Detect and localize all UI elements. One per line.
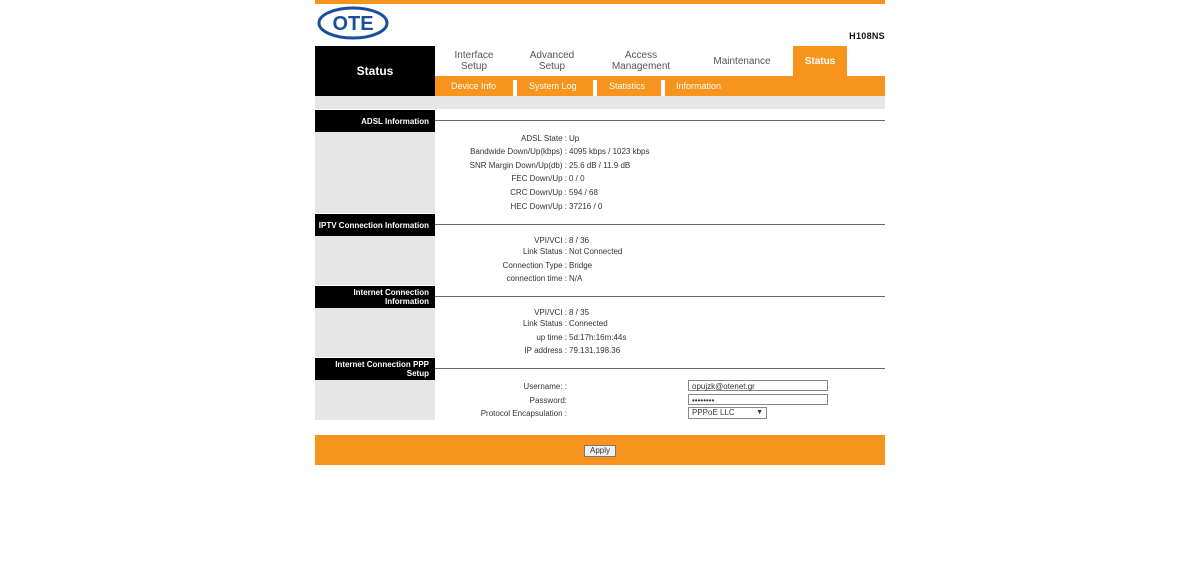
row-value: Connected	[569, 319, 608, 328]
section-divider	[435, 120, 885, 121]
password-label: Password:	[529, 396, 567, 405]
dropdown-arrow-icon: ▼	[756, 409, 763, 416]
subtab-statistics[interactable]	[609, 76, 645, 96]
tab-access-management[interactable]	[591, 46, 691, 76]
row-value: 4095 kbps / 1023 kbps	[569, 147, 650, 156]
tab-label: Access Management	[611, 50, 671, 72]
row-value: 25.6 dB / 11.9 dB	[569, 161, 631, 170]
tab-label: Maintenance	[713, 55, 771, 67]
section-side-panel	[315, 308, 435, 357]
model-name: H108NS	[849, 31, 885, 41]
logo-text: OTE	[332, 13, 374, 35]
adsl-row	[435, 161, 885, 173]
subtab-label: System Log	[529, 81, 577, 91]
ppp-encap-row	[435, 409, 885, 421]
subtab-label: Information	[676, 81, 722, 91]
row-value: 5d:17h:16m:44s	[569, 333, 627, 342]
subtab-label: Statistics	[609, 81, 646, 91]
section-side-panel	[315, 380, 435, 420]
section-side-panel	[315, 132, 435, 213]
row-label: ADSL State :	[521, 134, 567, 143]
row-label: Link Status :	[522, 247, 567, 256]
encapsulation-select[interactable]	[688, 407, 767, 419]
tab-maintenance[interactable]	[691, 46, 793, 76]
row-label: Connection Type :	[502, 261, 567, 270]
row-label: up time :	[536, 333, 567, 342]
section-divider	[435, 224, 885, 225]
subtab-information[interactable]	[676, 76, 721, 96]
row-value: 0 / 0	[569, 174, 585, 183]
row-label: FEC Down/Up :	[511, 174, 567, 183]
row-label: HEC Down/Up :	[510, 202, 567, 211]
section-adsl-title: ADSL Information	[315, 110, 435, 132]
tab-status[interactable]	[793, 46, 847, 76]
iptv-row	[435, 261, 885, 273]
subtab-label: Device Info	[451, 81, 497, 91]
header-spacer	[315, 96, 885, 109]
subtab-system-log[interactable]	[529, 76, 577, 96]
section-iptv-title: IPTV Connection Information	[315, 214, 435, 236]
top-accent-bar	[315, 0, 885, 4]
adsl-row	[435, 174, 885, 186]
section-divider	[435, 296, 885, 297]
encapsulation-label: Protocol Encapsulation :	[480, 409, 567, 418]
row-value: 8 / 35	[569, 308, 590, 317]
row-label: connection time :	[506, 274, 567, 283]
row-label: Link Status :	[522, 319, 567, 328]
row-value: Up	[569, 134, 580, 143]
row-label: CRC Down/Up :	[510, 188, 567, 197]
section-divider	[435, 368, 885, 369]
ote-logo	[317, 6, 389, 40]
username-field[interactable]: opujzk@otenet.gr	[688, 380, 828, 391]
subtab-separator	[513, 80, 517, 96]
row-label: SNR Margin Down/Up(db) :	[469, 161, 567, 170]
password-field[interactable]: ••••••••	[688, 394, 828, 405]
tab-advanced-setup[interactable]	[513, 46, 591, 76]
iptv-row	[435, 274, 885, 286]
page-title: Status	[315, 46, 435, 96]
internet-row	[435, 319, 885, 331]
internet-row	[435, 333, 885, 345]
adsl-row	[435, 188, 885, 200]
username-label: Username: :	[523, 382, 567, 391]
tab-label: Status	[804, 55, 836, 67]
adsl-row	[435, 202, 885, 214]
internet-row	[435, 346, 885, 358]
apply-button[interactable]: Apply	[584, 445, 616, 457]
encapsulation-value: PPPoE LLC	[692, 408, 735, 417]
row-value: 8 / 36	[569, 236, 590, 245]
row-value: Bridge	[569, 261, 593, 270]
tab-label: Interface Setup	[454, 50, 494, 72]
row-label: IP address :	[524, 346, 567, 355]
row-value: 594 / 68	[569, 188, 598, 197]
row-label: VPI/VCI :	[534, 236, 567, 245]
row-value: N/A	[569, 274, 583, 283]
adsl-row	[435, 134, 885, 146]
adsl-row	[435, 147, 885, 159]
tab-interface-setup[interactable]	[435, 46, 513, 76]
row-label: Bandwide Down/Up(kbps) :	[470, 147, 567, 156]
subtab-separator	[593, 80, 597, 96]
row-label: VPI/VCI :	[534, 308, 567, 317]
sub-tabs	[435, 76, 885, 96]
section-internet-title: Internet Connection Information	[315, 286, 435, 308]
section-ppp-title: Internet Connection PPP Setup	[315, 358, 435, 380]
section-side-panel	[315, 236, 435, 285]
iptv-row	[435, 247, 885, 259]
tab-label: Advanced Setup	[529, 50, 575, 72]
subtab-separator	[661, 80, 665, 96]
row-value: 37216 / 0	[569, 202, 603, 211]
row-value: 79.131.198.36	[569, 346, 621, 355]
subtab-device-info[interactable]	[451, 76, 496, 96]
main-tabs	[435, 46, 885, 76]
row-value: Not Connected	[569, 247, 623, 256]
